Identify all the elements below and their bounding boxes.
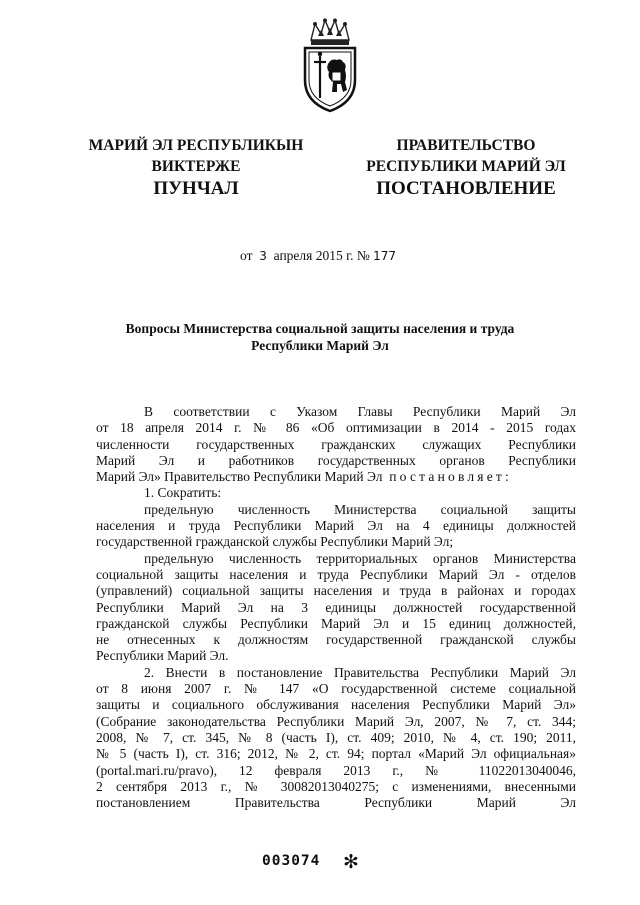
header-right-title: ПОСТАНОВЛЕНИЕ	[376, 178, 556, 199]
header-right-line2: РЕСПУБЛИКИ МАРИЙ ЭЛ	[366, 158, 566, 175]
body-line: от 18 апреля 2014 г. № 86 «Об оптимизации в 2014 - 2015 годах	[96, 420, 576, 436]
date-prefix: от	[240, 248, 253, 263]
body-line: предельную численность Министерства социальной защиты	[144, 501, 576, 517]
body-line: Республики Марий Эл.	[96, 648, 229, 664]
coat-of-arms-icon	[301, 18, 359, 113]
body-line: государственной гражданской службы Республики Марий Эл;	[96, 534, 454, 550]
body-line	[96, 469, 576, 485]
title-line1: Вопросы Министерства социальной защиты населения и труда	[125, 321, 515, 336]
body-line: 2. Внести в постановление Правительства Республики Марий Эл	[144, 664, 576, 680]
date-day: 3	[259, 249, 267, 263]
body-line: 1. Сократить:	[144, 485, 222, 501]
body-line-spaced: постановляет:	[389, 469, 512, 485]
body-line: 2 сентября 2013 г., № 30082013040275; с изменениями, внесенными	[96, 778, 576, 794]
header-right-block	[348, 135, 584, 177]
asterisk-mark: ✻	[343, 851, 359, 873]
header-left-title: ПУНЧАЛ	[153, 178, 239, 199]
document-serial-number: 003074	[262, 853, 321, 869]
header-left-line1: МАРИЙ ЭЛ РЕСПУБЛИКЫН	[88, 137, 304, 154]
body-line: постановлением Правительства Республики Марий Эл	[96, 795, 576, 811]
body-line: численности государственных гражданских служащих Республики	[96, 436, 576, 452]
document-title	[100, 320, 540, 354]
body-line-part: Марий Эл» Правительство Республики Марий Эл	[96, 469, 383, 485]
date-line	[240, 248, 396, 264]
body-line: (Собрание законодательства Республики Марий Эл, 2007, № 7, ст. 344;	[96, 713, 576, 729]
header-left-line2: ВИКТЕРЖЕ	[151, 158, 241, 175]
body-line: Марий Эл и работников государственных органов Республики	[96, 452, 576, 468]
header-right-line1: ПРАВИТЕЛЬСТВО	[396, 137, 536, 154]
body-line: не отнесенных к должностям государственной гражданской службы	[96, 632, 576, 648]
body-line: Республики Марий Эл на 3 единицы должностей государственной	[96, 599, 576, 615]
body-line: предельную численность территориальных органов Министерства	[144, 550, 576, 566]
body-line: населения и труда Республики Марий Эл на 4 единицы должностей	[96, 518, 576, 534]
body-line: (portal.mari.ru/pravo), 12 февраля 2013 г., № 11022013040046,	[96, 762, 576, 778]
body-line: социальной защиты населения и труда Республики Марий Эл - отделов	[96, 566, 576, 582]
body-line: защиты и социального обслуживания населения Республики Марий Эл»	[96, 697, 576, 713]
title-line2: Республики Марий Эл	[251, 338, 389, 353]
header-left-block	[85, 135, 307, 177]
body-line: от 8 июня 2007 г. № 147 «О государственной системе социальной	[96, 681, 576, 697]
date-number: 177	[373, 249, 397, 263]
body-line: № 5 (часть I), ст. 316; 2012, № 2, ст. 94; портал «Марий Эл официальная»	[96, 746, 576, 762]
date-month-year: апреля 2015 г. №	[273, 248, 370, 263]
body-line: 2008, № 7, ст. 345, № 8 (часть I), ст. 409; 2010, № 4, ст. 190; 2011,	[96, 729, 576, 745]
body-line: гражданской службы Республики Марий Эл и 15 единиц должностей,	[96, 615, 576, 631]
body-line: (управлений) социальной защиты населения и труда в районах и городах	[96, 583, 576, 599]
document-body	[96, 404, 576, 811]
body-line: В соответствии с Указом Главы Республики Марий Эл	[144, 404, 576, 419]
